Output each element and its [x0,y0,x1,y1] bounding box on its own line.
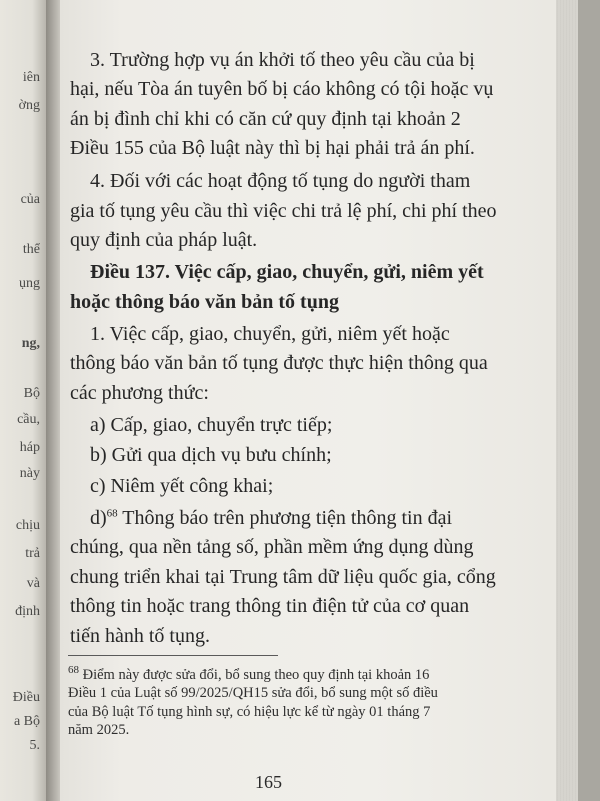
point-a: a) Cấp, giao, chuyển trực tiếp; [90,414,333,436]
point-d-line: thông tin hoặc trang thông tin điện tử của cơ quan [70,595,470,617]
article-heading-line: Điều 137. Việc cấp, giao, chuyển, gửi, niêm yết [90,261,484,283]
facing-page-text: ụng [19,276,40,291]
facing-page-text: định [15,604,40,619]
facing-page-text: thể [22,242,40,257]
point-d-line: chung triển khai tại Trung tâm dữ liệu quốc gia, cổng [70,566,496,588]
paragraph-3-line: hại, nếu Tòa án tuyên bố bị cáo không có tội hoặc vụ [70,78,494,100]
footnote-line: Điều 1 của Luật số 99/2025/QH15 sửa đổi, bổ sung một số điều [68,685,438,701]
point-d-label: d) [90,507,107,529]
footnote-ref: 68 [106,507,118,520]
facing-page-text: ng, [21,336,40,351]
paragraph-3-line: án bị đình chỉ khi có căn cứ quy định tại khoản 2 [70,108,461,130]
facing-page-text: cầu, [17,412,40,427]
footnote-number: 68 [68,664,79,677]
book-gutter [46,0,60,801]
clause-1-line: các phương thức: [70,382,209,404]
footnote-text: Điểm này được sửa đổi, bổ sung theo quy định tại khoản 16 [79,667,430,683]
paragraph-4-line: 4. Đối với các hoạt động tố tụng do người tham [90,170,471,192]
facing-page-text: của [20,192,40,207]
point-d-first-line [90,506,452,530]
point-b: b) Gửi qua dịch vụ bưu chính; [90,444,332,466]
facing-page-edge [0,0,46,801]
facing-page-text: 5. [29,738,40,753]
facing-page-text: Bộ [23,386,40,401]
facing-page-text: iên [22,70,40,85]
facing-page-text: a Bộ [13,714,40,729]
point-c: c) Niêm yết công khai; [90,475,274,497]
facing-page-text: ờng [18,98,40,113]
clause-1-line: 1. Việc cấp, giao, chuyển, gửi, niêm yết hoặc [90,323,450,345]
footnote-separator [68,655,278,656]
paragraph-4-line: quy định của pháp luật. [70,229,258,251]
facing-page-text: Điều [12,690,40,705]
footnote-line: năm 2025. [68,722,130,738]
clause-1-line: thông báo văn bản tố tụng được thực hiện thông qua [70,352,488,374]
facing-page-text: háp [19,440,40,455]
facing-page-text: chịu [15,518,40,533]
page-number: 165 [255,772,282,792]
book-page [60,0,578,801]
paragraph-3-line: 3. Trường hợp vụ án khởi tố theo yêu cầu của bị [90,49,475,71]
footnote-line: của Bộ luật Tố tụng hình sự, có hiệu lực kể từ ngày 01 tháng 7 [68,704,431,720]
facing-page-text: này [19,466,40,481]
page-edge [556,0,578,801]
facing-page-text: trả [25,546,40,561]
facing-page-text: và [26,576,40,591]
paragraph-3-line: Điều 155 của Bộ luật này thì bị hại phải trả án phí. [70,137,475,159]
point-d-line: chúng, qua nền tảng số, phần mềm ứng dụng dùng [70,536,474,558]
paragraph-4-line: gia tố tụng yêu cầu thì việc chi trả lệ phí, chi phí theo [70,200,497,222]
article-heading-line: hoặc thông báo văn bản tố tụng [70,291,339,313]
point-d-text: Thông báo trên phương tiện thông tin đại [117,507,453,529]
footnote-first-line [68,666,429,684]
point-d-line: tiến hành tố tụng. [70,625,210,647]
